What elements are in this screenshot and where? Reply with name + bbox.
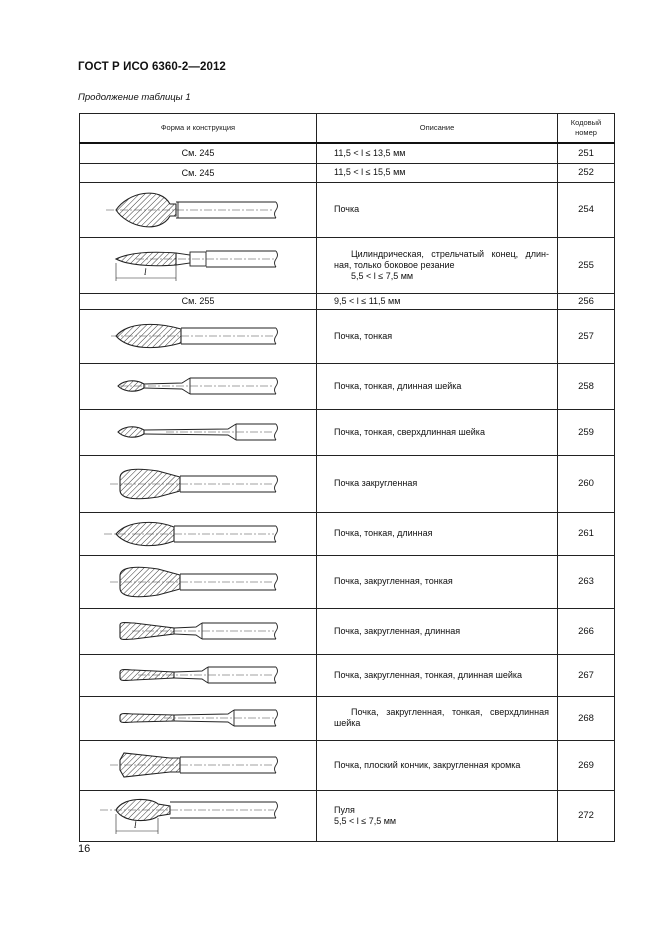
code-cell: 257 <box>558 309 615 363</box>
description-line: ная, только боковое резание <box>334 259 455 270</box>
tool-drawing <box>98 557 298 606</box>
form-cell <box>80 409 317 455</box>
description-line: 5,5 < l ≤ 7,5 мм <box>334 815 397 826</box>
tool-drawing <box>98 514 298 553</box>
description-line: Цилиндрическая, стрельчатый конец, длин- <box>351 248 549 259</box>
document-title: ГОСТ Р ИСО 6360-2—2012 <box>78 61 226 73</box>
code-cell: 251 <box>558 143 615 163</box>
svg-text:l: l <box>134 820 137 830</box>
description-cell <box>317 790 558 841</box>
form-reference-text: См. 245 <box>181 167 215 178</box>
description-cell <box>317 309 558 363</box>
code-cell: 263 <box>558 555 615 608</box>
table-row <box>80 555 615 608</box>
description-cell <box>317 143 558 163</box>
table-header-row <box>80 114 615 144</box>
code-cell: 268 <box>558 696 615 740</box>
tool-drawing <box>98 365 298 407</box>
description-line: 5,5 < l ≤ 7,5 мм <box>351 270 414 281</box>
form-reference-text: См. 255 <box>181 296 215 306</box>
tool-drawing <box>98 239 298 291</box>
code-cell: 272 <box>558 790 615 841</box>
page-number: 16 <box>78 843 91 855</box>
svg-text:l: l <box>144 267 147 277</box>
description-cell <box>317 512 558 555</box>
column-header-form: Форма и конструкция <box>80 114 317 144</box>
code-cell: 261 <box>558 512 615 555</box>
description-line: Почка, тонкая, сверхдлинная шейка <box>334 426 485 437</box>
table-row <box>80 608 615 654</box>
description-line: 9,5 < l ≤ 11,5 мм <box>334 295 401 306</box>
description-line: Почка, закругленная, длинная <box>334 625 461 636</box>
description-cell <box>317 455 558 512</box>
description-line: Почка <box>334 204 360 214</box>
table-row <box>80 790 615 841</box>
form-cell <box>80 143 317 163</box>
description-line: Почка, плоский кончик, закругленная кромка <box>334 759 521 770</box>
description-cell <box>317 363 558 409</box>
description-cell <box>317 182 558 237</box>
form-cell <box>80 182 317 237</box>
tool-drawing <box>98 792 298 839</box>
form-cell <box>80 608 317 654</box>
description-line: Почка, тонкая, длинная <box>334 528 433 538</box>
table-row <box>80 182 615 237</box>
description-cell <box>317 237 558 293</box>
form-cell <box>80 293 317 309</box>
form-cell <box>80 237 317 293</box>
description-cell <box>317 740 558 790</box>
table-row <box>80 654 615 696</box>
description-line: Почка, тонкая <box>334 330 393 341</box>
form-cell <box>80 740 317 790</box>
form-cell <box>80 363 317 409</box>
form-cell <box>80 309 317 363</box>
table-row <box>80 512 615 555</box>
description-cell <box>317 163 558 182</box>
description-cell <box>317 696 558 740</box>
description-line: 11,5 < l ≤ 15,5 мм <box>334 167 406 177</box>
code-cell: 269 <box>558 740 615 790</box>
table-row <box>80 309 615 363</box>
tool-drawing <box>98 742 298 788</box>
description-line: Пуля <box>334 804 355 815</box>
table-caption: Продолжение таблицы 1 <box>78 92 191 103</box>
code-cell: 255 <box>558 237 615 293</box>
description-line: Почка, закругленная, тонкая, длинная шейка <box>334 669 522 680</box>
column-header-code <box>558 114 615 144</box>
column-header-description: Описание <box>317 114 558 144</box>
description-cell <box>317 409 558 455</box>
form-cell <box>80 555 317 608</box>
code-cell: 254 <box>558 182 615 237</box>
tool-drawing <box>98 698 298 738</box>
table-body <box>80 143 615 841</box>
description-line: шейка <box>334 718 361 728</box>
table-row <box>80 163 615 182</box>
form-cell <box>80 455 317 512</box>
tool-drawing <box>98 656 298 694</box>
table-row <box>80 740 615 790</box>
form-cell <box>80 790 317 841</box>
table-row <box>80 237 615 293</box>
tool-drawing <box>98 311 298 361</box>
column-header-code-label: Кодовый номер <box>570 118 602 137</box>
description-cell <box>317 654 558 696</box>
tool-drawing <box>98 457 298 510</box>
description-cell <box>317 293 558 309</box>
tools-table <box>79 113 615 842</box>
description-line: Почка, закругленная, тонкая, сверхдлинная <box>351 707 549 717</box>
form-cell <box>80 654 317 696</box>
table-row <box>80 455 615 512</box>
form-cell <box>80 512 317 555</box>
code-cell: 267 <box>558 654 615 696</box>
code-cell: 266 <box>558 608 615 654</box>
code-cell: 256 <box>558 293 615 309</box>
description-line: Почка закругленная <box>334 478 418 488</box>
form-cell <box>80 696 317 740</box>
description-cell <box>317 608 558 654</box>
code-cell: 258 <box>558 363 615 409</box>
description-line: Почка, тонкая, длинная шейка <box>334 380 462 391</box>
table-row <box>80 409 615 455</box>
tool-drawing <box>98 411 298 453</box>
table-row <box>80 363 615 409</box>
tool-drawing <box>98 184 298 235</box>
description-line: 11,5 < l ≤ 13,5 мм <box>334 147 406 158</box>
description-line: Почка, закругленная, тонкая <box>334 576 453 586</box>
form-reference-text: См. 245 <box>181 148 215 159</box>
code-cell: 259 <box>558 409 615 455</box>
table-row <box>80 293 615 309</box>
table-row <box>80 143 615 163</box>
code-cell: 260 <box>558 455 615 512</box>
tool-drawing <box>98 610 298 652</box>
table-row <box>80 696 615 740</box>
form-cell <box>80 163 317 182</box>
code-cell: 252 <box>558 163 615 182</box>
description-cell <box>317 555 558 608</box>
